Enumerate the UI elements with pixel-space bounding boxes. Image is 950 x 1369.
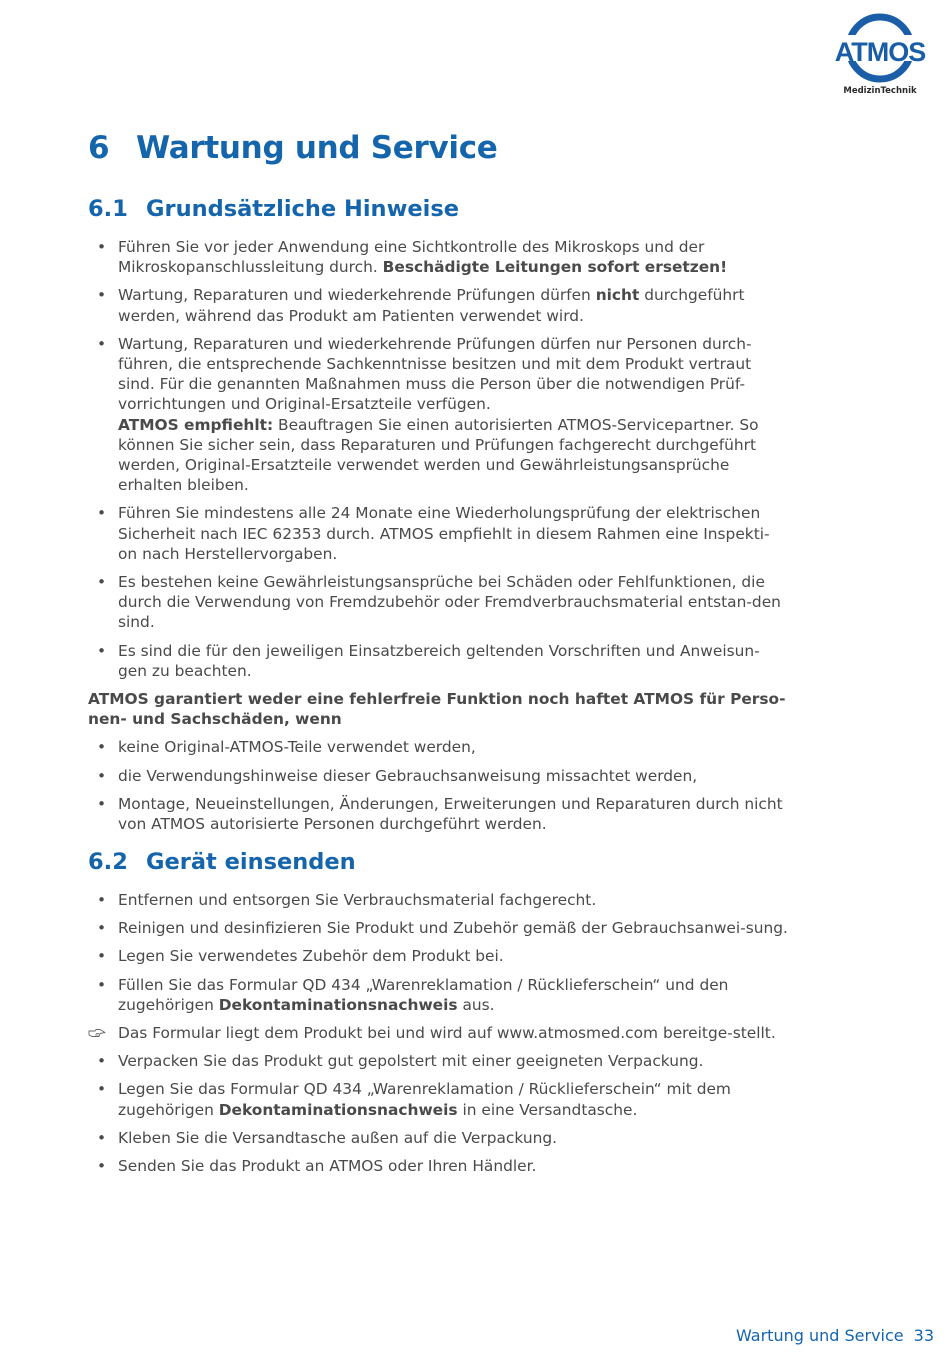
page-number: 33	[913, 1326, 934, 1345]
chapter-number: 6	[88, 130, 110, 166]
bullet: •	[97, 1052, 107, 1071]
logo-brand: ATMOS	[834, 37, 926, 67]
list-item: • Wartung, Reparaturen und wiederkehrende Prüfungen dürfen nicht durchgeführt werden, während das Produkt am Patienten verwendet wird.	[97, 286, 745, 325]
chapter-heading	[88, 130, 498, 166]
list-item: • Wartung, Reparaturen und wiederkehrende Prüfungen dürfen nur Personen durch-führen, die entsprechende Sachkenntnisse besitzen und mit dem Produkt vertraut sind. Für die genannten Maßnahmen muss die Person über die notwendigen Prüf-vorrichtungen und Original-Ersatzteile verfügen. ATMOS empfiehlt: Beauftragen Sie einen autorisierten ATMOS-Servicepartner. So können Sie sicher sein, dass Reparaturen und Prüfungen fachgerecht durchgeführt werden, Original-Ersatzteile verwendet werden und Gewährleistungsansprüche erhalten bleiben.	[97, 334, 759, 495]
list-item: • Entfernen und entsorgen Sie Verbrauchsmaterial fachgerecht.	[97, 891, 597, 909]
bullet: •	[97, 919, 107, 938]
chapter-title: Wartung und Service	[136, 130, 498, 166]
note-item: Das Formular liegt dem Produkt bei und wird auf www.atmosmed.com bereitge-stellt.	[88, 1023, 788, 1043]
list-item: • Legen Sie das Formular QD 434 „Warenreklamation / Rücklieferschein“ mit dem zugehörigen Dekontaminationsnachweis in eine Versandtasche.	[97, 1080, 731, 1119]
atmos-logo	[830, 8, 930, 100]
list-item: • Reinigen und desinfizieren Sie Produkt und Zubehör gemäß der Gebrauchsanwei-sung.	[97, 919, 788, 938]
section-heading-6-2	[88, 849, 356, 875]
list-item: • keine Original-ATMOS-Teile verwendet werden,	[97, 738, 476, 757]
footer-section: Wartung und Service	[736, 1326, 904, 1345]
bullet: •	[97, 641, 107, 660]
bullet: •	[97, 891, 107, 909]
section-title: Gerät einsenden	[146, 849, 356, 875]
list-item: • Legen Sie verwendetes Zubehör dem Produkt bei.	[97, 947, 504, 966]
bullet: •	[97, 504, 107, 523]
section-heading-6-1	[88, 196, 459, 222]
section-6-1-content	[88, 237, 788, 842]
list-item: • Montage, Neueinstellungen, Änderungen, Erweiterungen und Reparaturen durch nicht von ATMOS autorisierte Personen durchgeführt werden.	[97, 794, 783, 834]
bullet: •	[97, 975, 107, 994]
section-number: 6.1	[88, 196, 128, 222]
list-item: • Füllen Sie das Formular QD 434 „Warenreklamation / Rücklieferschein“ und den zugehörigen Dekontaminationsnachweis aus.	[97, 975, 729, 1014]
list-item: • Es bestehen keine Gewährleistungsansprüche bei Schäden oder Fehlfunktionen, die durch die Verwendung von Fremdzubehör oder Fremdverbrauchsmaterial entstan-den sind.	[97, 573, 781, 632]
bullet: •	[97, 573, 107, 592]
bullet: •	[97, 238, 107, 256]
section-6-2-content	[88, 890, 788, 1184]
bullet: •	[97, 947, 107, 966]
list-item: • Es sind die für den jeweiligen Einsatzbereich geltenden Vorschriften und Anweisun-gen zu beachten.	[97, 641, 760, 680]
list-item: • Kleben Sie die Versandtasche außen auf die Verpackung.	[97, 1128, 557, 1147]
list-item: • Führen Sie vor jeder Anwendung eine Sichtkontrolle des Mikroskops und der Mikroskopanschlussleitung durch. Beschädigte Leitungen sofort ersetzen!	[97, 238, 728, 277]
section-number: 6.2	[88, 849, 128, 875]
bullet: •	[97, 738, 107, 757]
warranty-text: ATMOS garantiert weder eine fehlerfreie Funktion noch haftet ATMOS für Perso-nen- und Sachschäden, wenn	[88, 690, 786, 729]
bullet: •	[97, 766, 107, 785]
bullet: •	[97, 1128, 107, 1147]
bullet: •	[97, 286, 107, 305]
list-item: • die Verwendungshinweise dieser Gebrauchsanweisung missachtet werden,	[97, 766, 698, 785]
bullet: •	[97, 334, 107, 353]
logo-subtitle: MedizinTechnik	[843, 86, 917, 96]
bullet: •	[97, 794, 107, 813]
bullet: •	[97, 1080, 107, 1099]
list-item: • Verpacken Sie das Produkt gut gepolstert mit einer geeigneten Verpackung.	[97, 1052, 704, 1071]
bullet: •	[97, 1157, 107, 1176]
list-item: • Führen Sie mindestens alle 24 Monate eine Wiederholungsprüfung der elektrischen Sicherheit nach IEC 62353 durch. ATMOS empfiehlt in diesem Rahmen eine Inspekti-on nach Herstellervorgaben.	[97, 504, 770, 563]
section-title: Grundsätzliche Hinweise	[146, 196, 459, 222]
page-footer	[736, 1326, 934, 1345]
list-item: • Senden Sie das Produkt an ATMOS oder Ihren Händler.	[97, 1157, 537, 1176]
pointing-hand-icon	[88, 1028, 106, 1038]
